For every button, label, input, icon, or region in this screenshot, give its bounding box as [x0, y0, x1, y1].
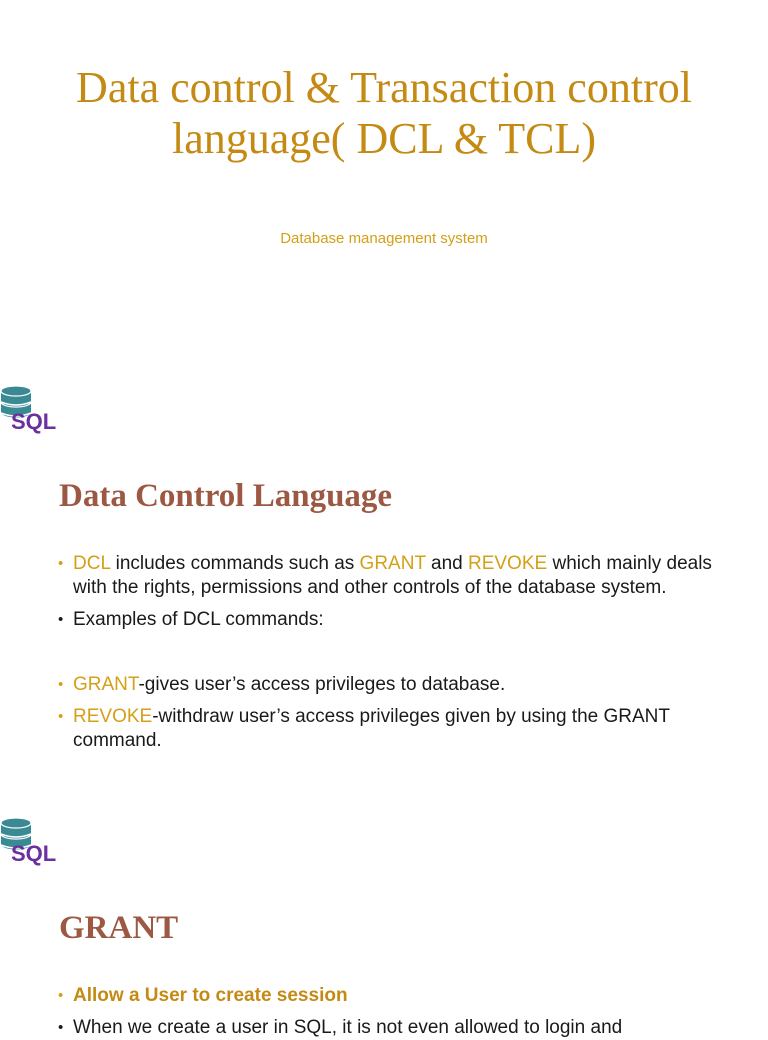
list-item: • REVOKE-withdraw user’s access privileges given by using the GRANT command. — [58, 706, 670, 751]
section-heading: GRANT — [59, 910, 179, 946]
title-slide — [0, 0, 768, 352]
grant-slide — [0, 784, 768, 1038]
slide-subtitle: Database management system — [280, 230, 488, 247]
dcl-slide — [0, 352, 768, 784]
list-item: • Examples of DCL commands: — [58, 609, 324, 630]
section-heading: Data Control Language — [59, 478, 393, 514]
bullet-list — [58, 552, 718, 753]
bullet-list — [58, 984, 718, 1040]
list-item: • When we create a user in SQL, it is not even allowed to login and — [58, 1017, 623, 1038]
slide-title: Data control & Transaction control language( DCL & TCL) — [76, 63, 692, 163]
sql-logo-text: SQL — [11, 841, 57, 866]
list-item: • DCL includes commands such as GRANT and REVOKE which mainly deals with the rights, permissions and other controls of the database system. — [58, 553, 712, 598]
sql-database-icon — [0, 382, 62, 440]
list-item: • GRANT-gives user’s access privileges to database. — [58, 674, 506, 695]
sql-logo-text: SQL — [11, 409, 57, 434]
list-item: • Allow a User to create session — [58, 985, 348, 1006]
sql-database-icon — [0, 814, 62, 872]
